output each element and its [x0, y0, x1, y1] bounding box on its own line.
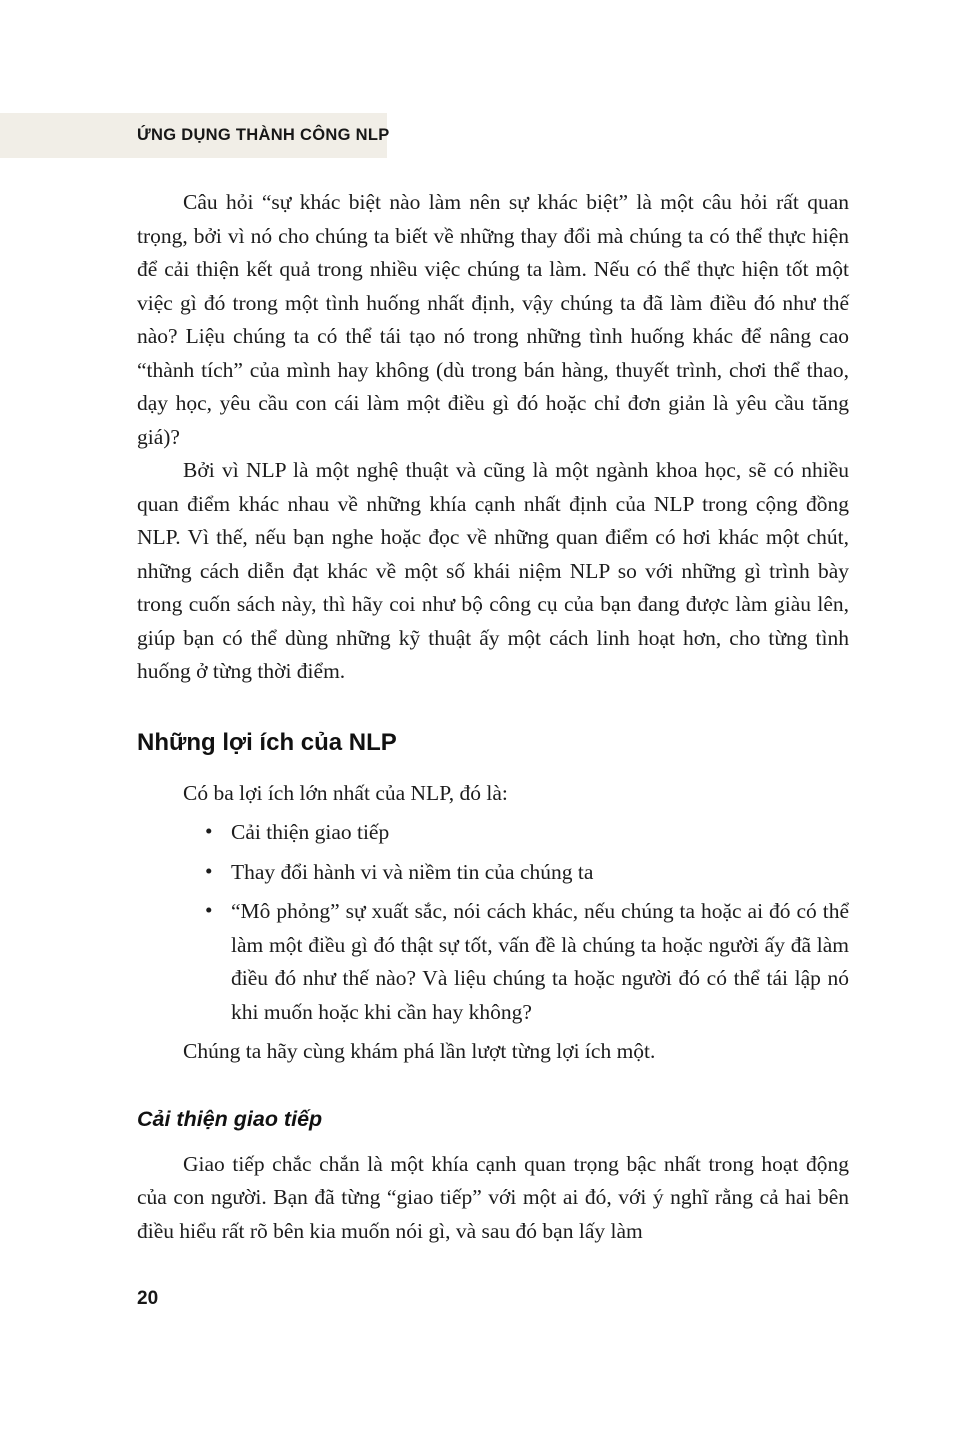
subsection-heading: Cải thiện giao tiếp: [137, 1106, 323, 1131]
paragraph: Bởi vì NLP là một nghệ thuật và cũng là một ngành khoa học, sẽ có nhiều quan điểm khác nhau về những khía cạnh nhất định của NLP trong cộng đồng NLP. Vì thế, nếu bạn nghe hoặc đọc về những quan điểm có hơi khác một chút, những cách diễn đạt khác về một số khái niệm NLP so với những gì trình bày trong cuốn sách này, thì hãy coi như bộ công cụ của bạn đang được làm giàu lên, giúp bạn có thể dùng những kỹ thuật ấy một cách linh hoạt hơn, cho từng tình huống ở từng thời điểm.: [137, 458, 849, 683]
list-intro: Có ba lợi ích lớn nhất của NLP, đó là:: [183, 780, 508, 805]
page-header: [0, 113, 390, 158]
paragraph: Câu hỏi “sự khác biệt nào làm nên sự khác biệt” là một câu hỏi rất quan trọng, bởi vì nó cho chúng ta biết về những thay đổi mà chúng ta có thể thực hiện để cải thiện kết quả trong nhiều việc chúng ta làm. Nếu có thể thực hiện tốt một việc gì đó trong một tình huống nhất định, vậy chúng ta đã làm điều đó như thế nào? Liệu chúng ta có thể tái tạo nó trong những tình huống khác để nâng cao “thành tích” của mình hay không (dù trong bán hàng, thuyết trình, chơi thể thao, dạy học, yêu cầu con cái làm một điều gì đó hoặc chỉ đơn giản là yêu cầu tăng giá)?: [137, 190, 849, 449]
paragraph: Giao tiếp chắc chắn là một khía cạnh quan trọng bậc nhất trong hoạt động của con người. Bạn đã từng “giao tiếp” với một ai đó, với ý nghĩ rằng cả hai bên điều hiểu rất rõ bên kia muốn nói gì, và sau đó bạn lấy làm: [137, 1151, 849, 1243]
section-heading: Những lợi ích của NLP: [137, 728, 397, 756]
page-number: 20: [137, 1288, 159, 1309]
list-item: • “Mô phỏng” sự xuất sắc, nói cách khác, nếu chúng ta hoặc ai đó có thể làm một điều gì đó thật sự tốt, vấn đề là chúng ta hoặc người ấy đã làm điều đó như thế nào? Và liệu chúng ta hoặc người đó có thể tái lập nó khi muốn hoặc khi cần hay không?: [205, 895, 849, 1029]
list-item: • Cải thiện giao tiếp: [205, 816, 849, 850]
running-head: ỨNG DỤNG THÀNH CÔNG NLP: [137, 126, 390, 144]
list-item: • Thay đổi hành vi và niềm tin của chúng ta: [205, 856, 849, 890]
benefits-list: [137, 816, 849, 1029]
list-outro: Chúng ta hãy cùng khám phá lần lượt từng lợi ích một.: [183, 1039, 656, 1063]
page-content: [137, 186, 849, 1248]
